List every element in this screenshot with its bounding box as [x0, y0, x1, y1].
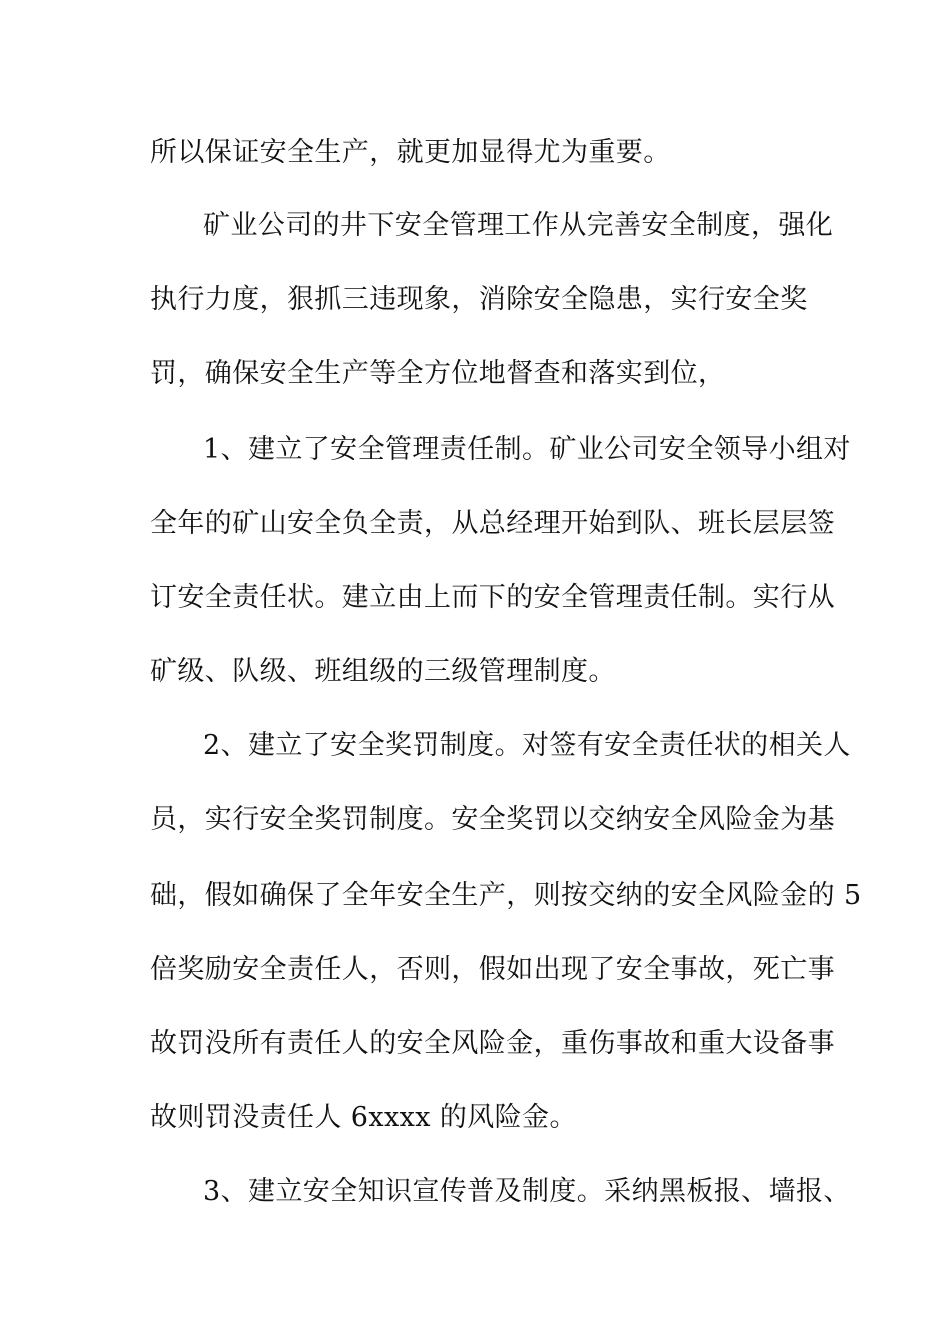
text-line: 罚，确保安全生产等全方位地督查和落实到位， — [150, 358, 726, 389]
text-line: 矿级、队级、班组级的三级管理制度。 — [150, 656, 616, 687]
text-line: 全年的矿山安全负全责，从总经理开始到队、班长层层签 — [150, 508, 835, 539]
paragraph-first-line: 矿业公司的井下安全管理工作从完善安全制度，强化 — [203, 210, 834, 241]
paragraph-first-line: 2、建立了安全奖罚制度。对签有安全责任状的相关人 — [203, 730, 851, 761]
paragraph-first-line: 3、建立安全知识宣传普及制度。采纳黑板报、墙报、 — [203, 1176, 851, 1207]
text-line: 所以保证安全生产，就更加显得尤为重要。 — [150, 137, 671, 168]
text-line: 故则罚没责任人 6xxxx 的风险金。 — [150, 1102, 577, 1133]
text-line: 执行力度，狠抓三违现象，消除安全隐患，实行安全奖 — [150, 284, 808, 315]
text-line: 倍奖励安全责任人，否则，假如出现了安全事故，死亡事 — [150, 954, 835, 985]
text-line: 员，实行安全奖罚制度。安全奖罚以交纳安全风险金为基 — [150, 804, 835, 835]
text-line: 故罚没所有责任人的安全风险金，重伤事故和重大设备事 — [150, 1028, 835, 1059]
text-line: 订安全责任状。建立由上而下的安全管理责任制。实行从 — [150, 582, 835, 613]
paragraph-first-line: 1、建立了安全管理责任制。矿业公司安全领导小组对 — [203, 434, 851, 465]
text-line: 础，假如确保了全年安全生产，则按交纳的安全风险金的 5 — [150, 880, 862, 911]
